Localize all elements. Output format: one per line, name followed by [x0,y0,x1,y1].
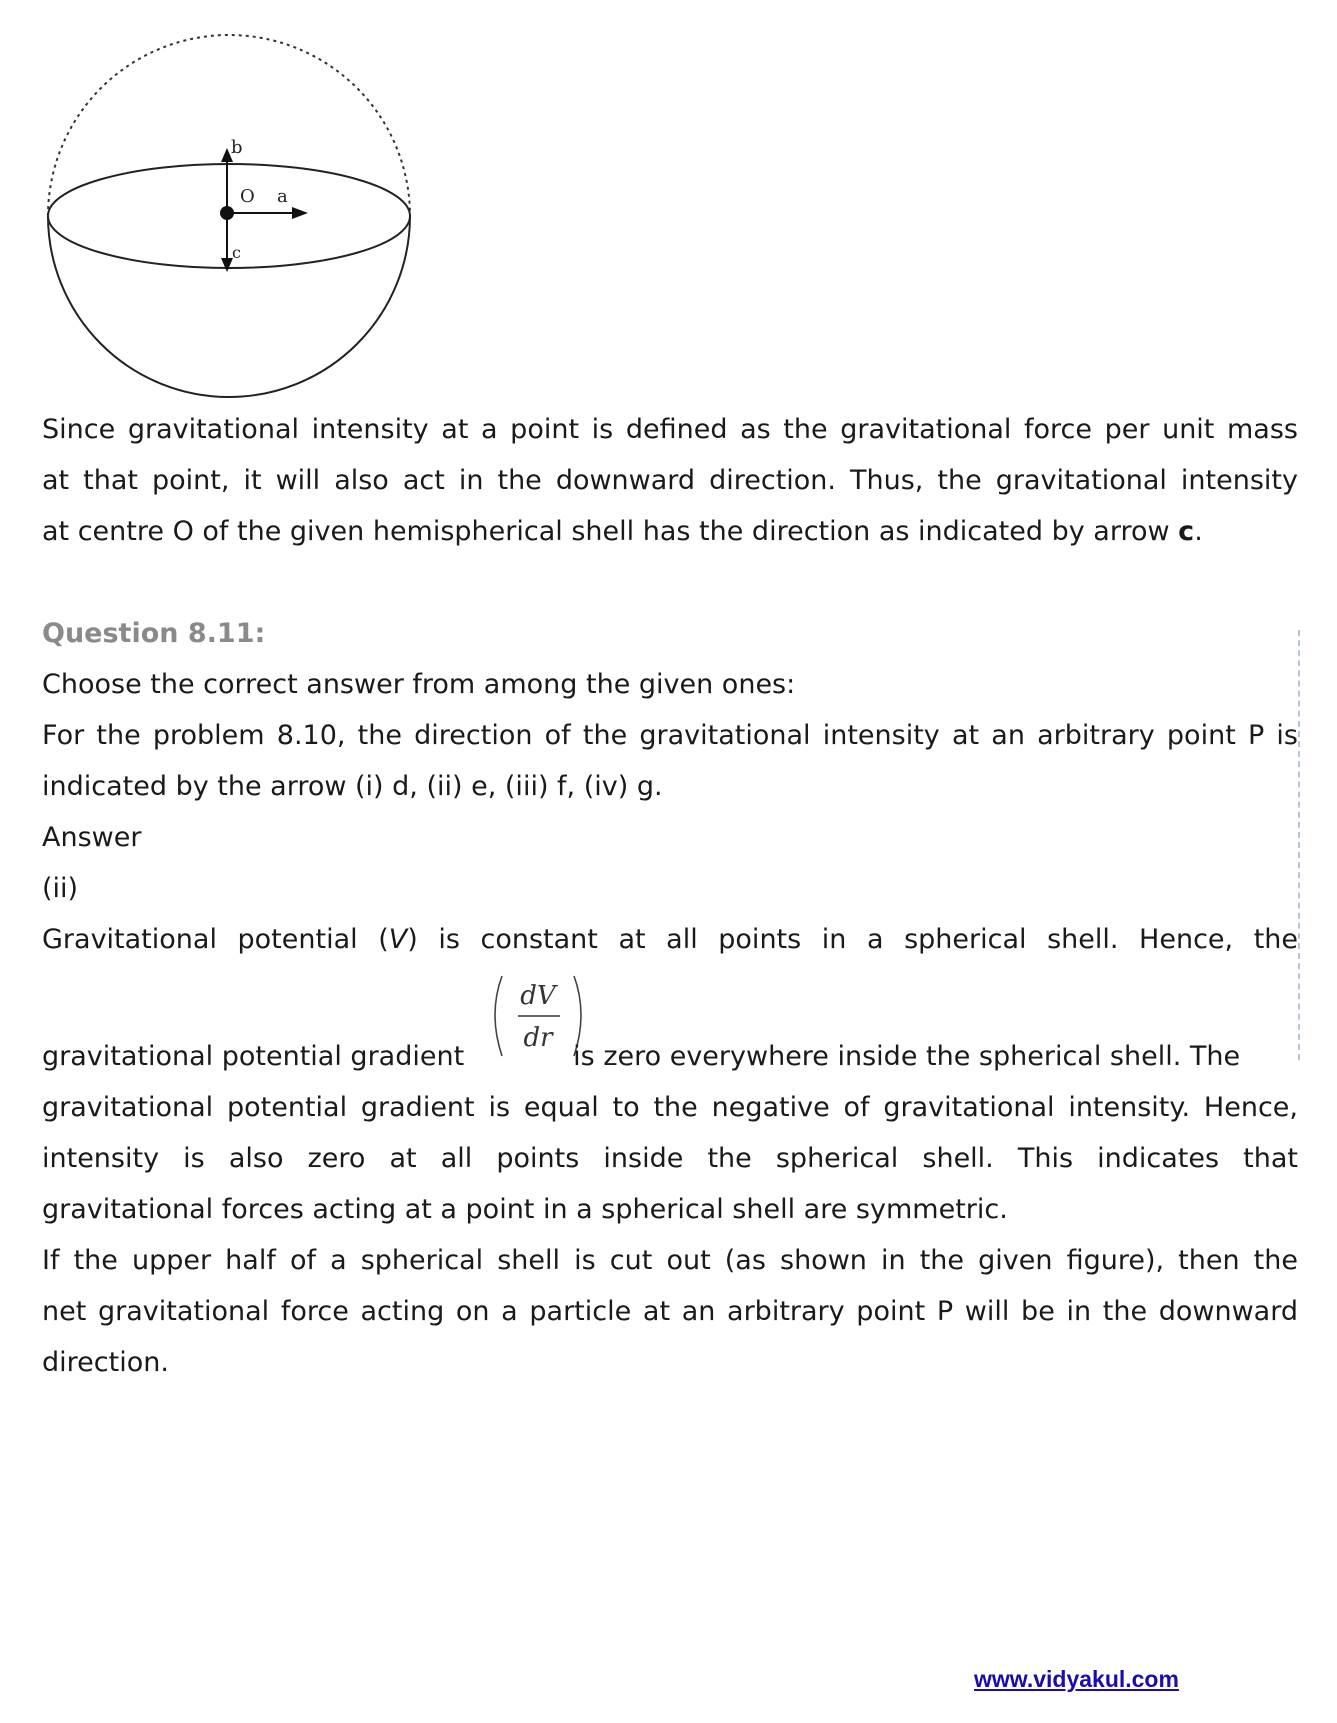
label-o: O [240,186,255,207]
vidyakul-link[interactable]: www.vidyakul.com [974,1666,1179,1692]
para1-line1: Since gravitational intensity at a point is defined as the gravitational force per unit mass [42,414,1298,445]
label-c: c [232,243,241,262]
para1-line3-prefix: at centre O of the given hemispherical shell has the direction as indicated by arrow [42,516,1179,547]
hemisphere-figure [40,30,420,400]
answer-line2-a: gravitational potential gradient [42,1041,465,1072]
question-line1: Choose the correct answer from among the given ones: [42,669,796,700]
answer-label: Answer [42,822,142,853]
para1-line2: at that point, it will also act in the downward direction. Thus, the gravitational intensity [42,465,1298,496]
answer-line8: direction. [42,1347,169,1378]
arrow-c-ref: c [1178,516,1195,547]
margin-mark [1298,630,1302,1060]
answer-line3: gravitational potential gradient is equal to the negative of gravitational intensity. Hence, [42,1092,1298,1123]
label-a: a [277,186,288,207]
question-heading: Question 8.11: [42,618,266,649]
upper-dashed-arc [48,35,410,216]
arrow-a-head [292,207,308,219]
answer-line7: net gravitational force acting on a particle at an arbitrary point P will be in the downward [42,1296,1298,1327]
answer-line4: intensity is also zero at all points inside the spherical shell. This indicates that [42,1143,1298,1174]
question-line2: For the problem 8.10, the direction of the gravitational intensity at an arbitrary point P is [42,720,1298,751]
para1-line3 [42,506,1298,557]
answer-line1-b: ) is constant at all points in a spherical shell. Hence, the [407,924,1299,955]
question-line3: indicated by the arrow (i) d, (ii) e, (iii) f, (iv) g. [42,771,663,802]
fraction-denominator: dr [523,1023,553,1053]
para1-line3-suffix: . [1194,516,1203,547]
lower-solid-arc [48,216,410,397]
answer-line1 [42,914,1298,965]
potential-symbol: V [388,924,408,955]
fraction-numerator: dV [520,981,556,1011]
answer-line2-b: is zero everywhere inside the spherical shell. The [573,1041,1241,1072]
answer-line6: If the upper half of a spherical shell is cut out (as shown in the given figure), then the [42,1245,1298,1276]
answer-line5: gravitational forces acting at a point in a spherical shell are symmetric. [42,1194,1008,1225]
label-b: b [231,137,243,158]
answer-line1-a: Gravitational potential ( [42,924,389,955]
answer-choice: (ii) [42,873,79,904]
answer-line2 [42,1031,1298,1082]
